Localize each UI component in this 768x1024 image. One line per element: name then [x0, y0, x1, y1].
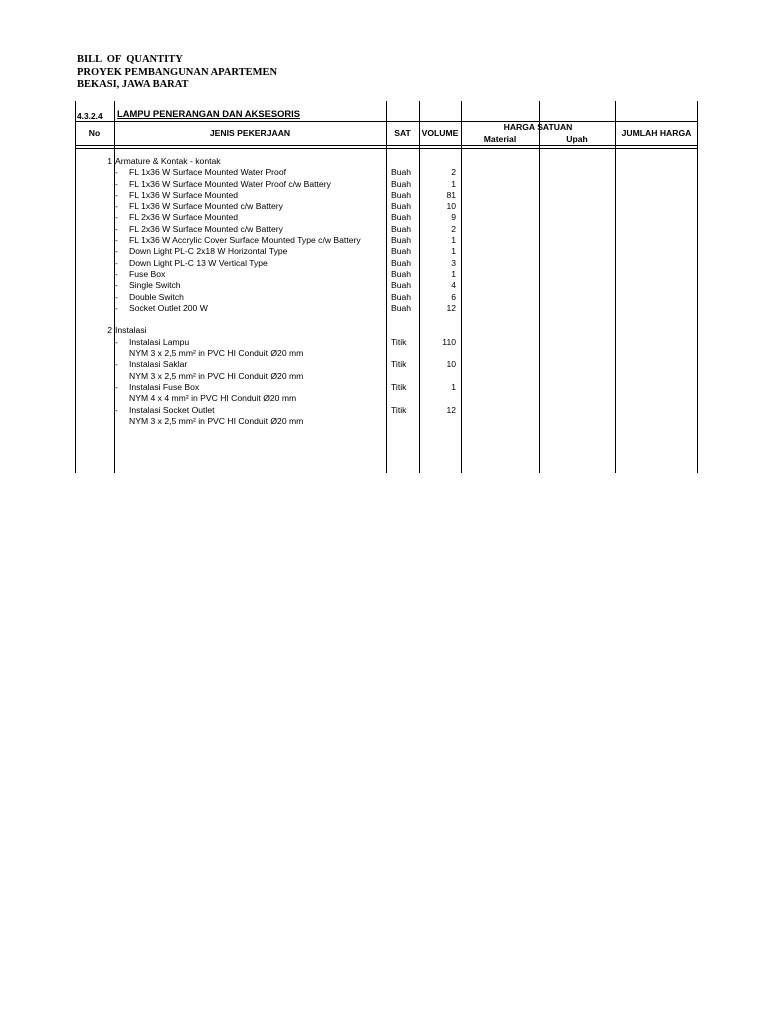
- item-unit: Buah: [391, 235, 412, 246]
- column-header-upah: Upah: [566, 134, 588, 144]
- column-header-jenis: JENIS PEKERJAAN: [209, 128, 291, 138]
- item-description: FL 2x36 W Surface Mounted c/w Battery: [129, 223, 283, 234]
- table-row: [0, 246, 768, 257]
- group-title: Armature & Kontak - kontak: [115, 156, 221, 166]
- table-row: [0, 359, 768, 370]
- item-dash: -: [115, 189, 118, 200]
- header-location: BEKASI, JAWA BARAT: [77, 79, 189, 90]
- item-dash: -: [115, 167, 118, 178]
- item-description: Instalasi Fuse Box: [129, 381, 200, 392]
- table-row: [0, 337, 768, 348]
- item-volume: 9: [451, 212, 456, 223]
- grid-line: [75, 145, 698, 146]
- header-title: BILL OF QUANTITY: [77, 54, 183, 65]
- item-description: FL 1x36 W Surface Mounted: [129, 189, 239, 200]
- item-unit: Buah: [391, 167, 412, 178]
- item-description: Down Light PL-C 2x18 W Horizontal Type: [129, 246, 288, 257]
- item-dash: -: [115, 359, 118, 370]
- item-description: NYM 3 x 2,5 mm² in PVC HI Conduit Ø20 mm: [129, 348, 304, 359]
- item-unit: Buah: [391, 201, 412, 212]
- item-dash: -: [115, 381, 118, 392]
- table-row: [0, 416, 768, 427]
- table-body: [0, 156, 768, 427]
- item-description: Instalasi Socket Outlet: [129, 404, 215, 415]
- item-dash: -: [115, 291, 118, 302]
- group-number: 2: [107, 325, 112, 336]
- section-title: LAMPU PENERANGAN DAN AKSESORIS: [117, 108, 300, 119]
- group-row: [0, 325, 768, 336]
- item-unit: Buah: [391, 268, 412, 279]
- item-volume: 1: [451, 178, 456, 189]
- table-row: [0, 348, 768, 359]
- table-row: [0, 167, 768, 178]
- column-header-material: Material: [483, 134, 517, 144]
- item-description: Socket Outlet 200 W: [129, 302, 208, 313]
- table-row: [0, 405, 768, 416]
- item-description: NYM 4 x 4 mm² in PVC HI Conduit Ø20 mm: [129, 393, 297, 404]
- item-description: Single Switch: [129, 280, 181, 291]
- item-unit: Buah: [391, 178, 412, 189]
- table-row: [0, 371, 768, 382]
- item-description: FL 1x36 W Accrylic Cover Surface Mounted Type c/w Battery: [129, 235, 361, 246]
- table-row: [0, 201, 768, 212]
- table-row: [0, 280, 768, 291]
- item-unit: Buah: [391, 302, 412, 313]
- item-unit: Buah: [391, 223, 412, 234]
- row-spacer: [0, 314, 768, 325]
- column-header-volume: VOLUME: [421, 128, 459, 138]
- table-row: [0, 212, 768, 223]
- item-volume: 2: [451, 167, 456, 178]
- item-description: Instalasi Saklar: [129, 359, 188, 370]
- section-number: 4.3.2.4: [77, 111, 103, 121]
- table-row: [0, 292, 768, 303]
- item-dash: -: [115, 246, 118, 257]
- item-volume: 12: [446, 404, 456, 415]
- item-unit: Titik: [391, 336, 407, 347]
- item-description: Double Switch: [129, 291, 184, 302]
- item-description: FL 1x36 W Surface Mounted Water Proof c/w Battery: [129, 178, 331, 189]
- item-volume: 1: [451, 381, 456, 392]
- column-header-no: No: [88, 128, 101, 138]
- item-dash: -: [115, 201, 118, 212]
- item-unit: Titik: [391, 404, 407, 415]
- table-row: [0, 190, 768, 201]
- table-row: [0, 258, 768, 269]
- table-row: [0, 179, 768, 190]
- table-row: [0, 224, 768, 235]
- table-row: [0, 382, 768, 393]
- item-dash: -: [115, 280, 118, 291]
- item-dash: -: [115, 404, 118, 415]
- column-header-harga-satuan: HARGA SATUAN: [503, 122, 573, 132]
- item-unit: Buah: [391, 212, 412, 223]
- item-unit: Buah: [391, 246, 412, 257]
- item-description: FL 2x36 W Surface Mounted: [129, 212, 239, 223]
- item-dash: -: [115, 302, 118, 313]
- table-row: [0, 235, 768, 246]
- group-number: 1: [107, 156, 112, 166]
- item-volume: 10: [446, 359, 456, 370]
- grid-line: [75, 148, 698, 149]
- item-volume: 6: [451, 291, 456, 302]
- item-dash: -: [115, 268, 118, 279]
- item-unit: Buah: [391, 291, 412, 302]
- item-dash: -: [115, 257, 118, 268]
- item-unit: Titik: [391, 381, 407, 392]
- item-description: Down Light PL-C 13 W Vertical Type: [129, 257, 268, 268]
- header-project: PROYEK PEMBANGUNAN APARTEMEN: [77, 66, 278, 78]
- table-row: [0, 269, 768, 280]
- group-row: [0, 156, 768, 167]
- item-unit: Buah: [391, 280, 412, 291]
- item-unit: Buah: [391, 189, 412, 200]
- item-volume: 81: [446, 189, 456, 200]
- item-description: FL 1x36 W Surface Mounted c/w Battery: [129, 201, 283, 212]
- item-description: Instalasi Lampu: [129, 336, 190, 347]
- item-volume: 1: [451, 268, 456, 279]
- item-dash: -: [115, 178, 118, 189]
- item-volume: 12: [446, 302, 456, 313]
- item-volume: 110: [442, 336, 456, 347]
- item-dash: -: [115, 223, 118, 234]
- item-description: NYM 3 x 2,5 mm² in PVC HI Conduit Ø20 mm: [129, 415, 304, 426]
- item-volume: 10: [446, 201, 456, 212]
- column-header-sat: SAT: [394, 128, 411, 138]
- item-unit: Titik: [391, 359, 407, 370]
- item-volume: 2: [451, 223, 456, 234]
- group-title: Instalasi: [115, 325, 147, 336]
- item-description: Fuse Box: [129, 268, 166, 279]
- item-volume: 1: [451, 246, 456, 257]
- table-row: [0, 303, 768, 314]
- item-unit: Buah: [391, 257, 412, 268]
- item-description: FL 1x36 W Surface Mounted Water Proof: [129, 167, 286, 178]
- item-volume: 1: [451, 235, 456, 246]
- item-volume: 4: [451, 280, 456, 291]
- column-header-jumlah: JUMLAH HARGA: [621, 128, 692, 138]
- table-row: [0, 393, 768, 404]
- item-dash: -: [115, 336, 118, 347]
- item-description: NYM 3 x 2,5 mm² in PVC HI Conduit Ø20 mm: [129, 370, 304, 381]
- item-dash: -: [115, 212, 118, 223]
- item-volume: 3: [451, 257, 456, 268]
- item-dash: -: [115, 235, 118, 246]
